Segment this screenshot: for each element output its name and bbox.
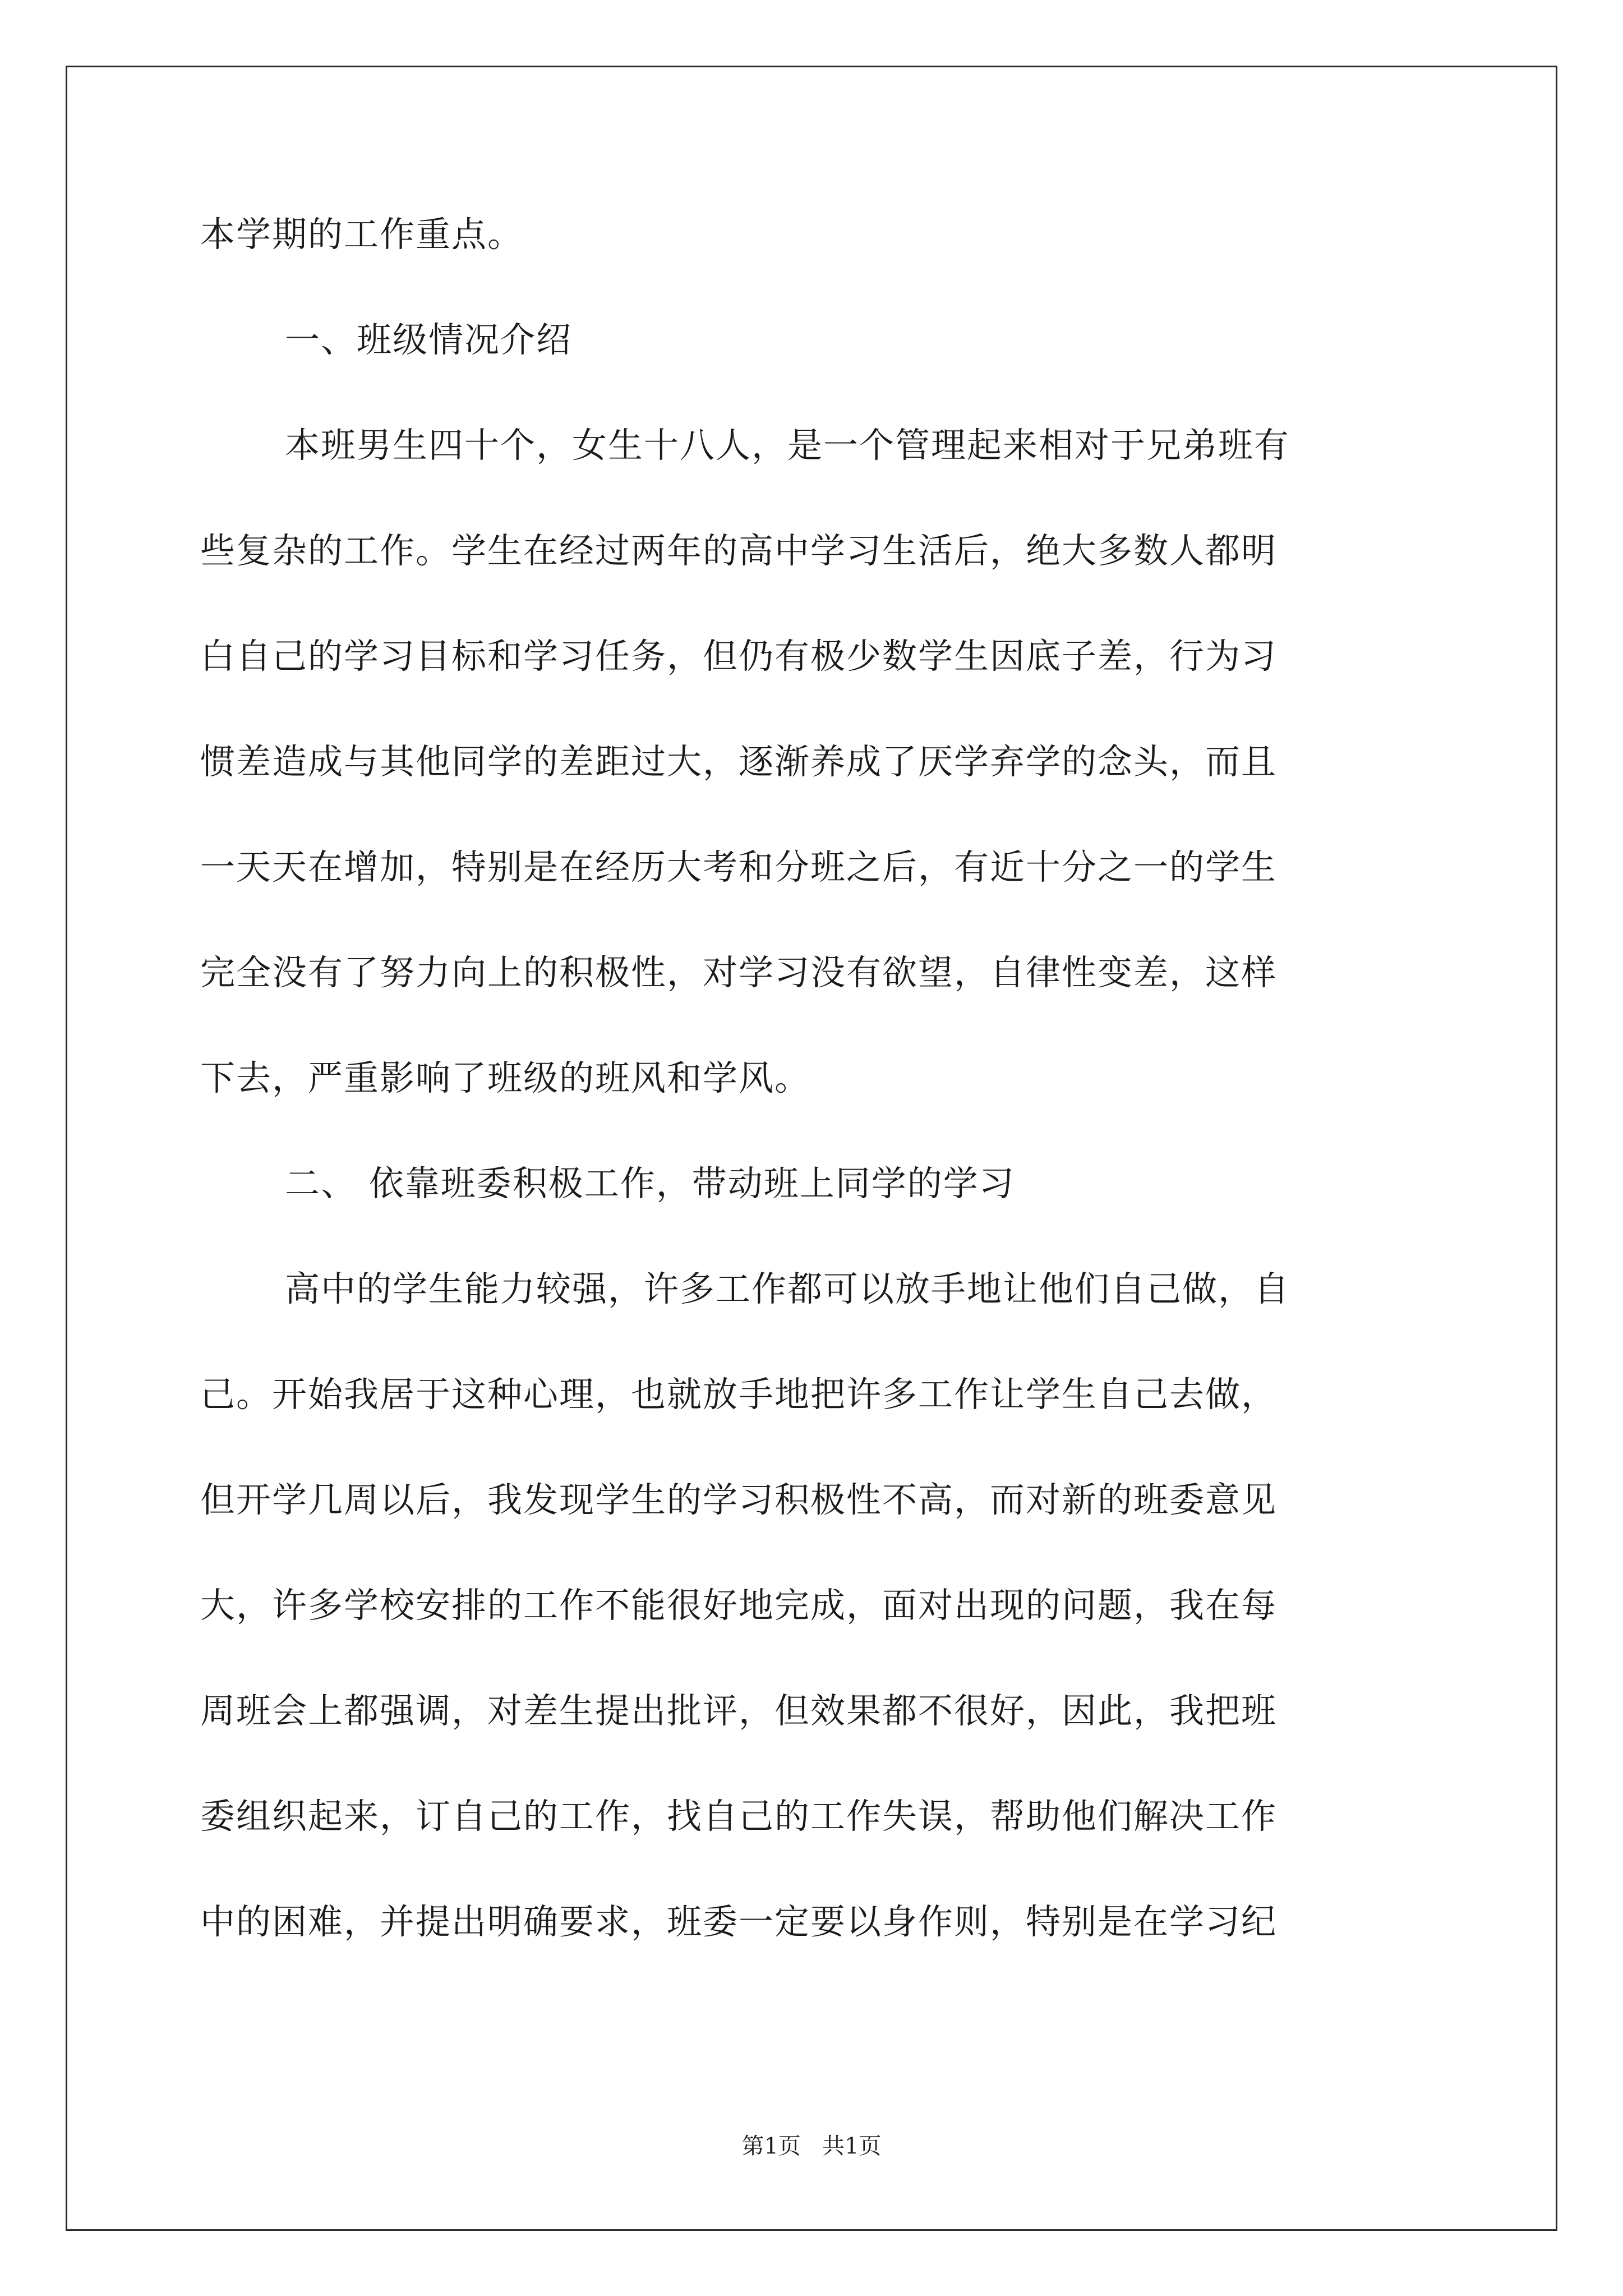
paragraph-line: 委组织起来，订自己的工作，找自己的工作失误，帮助他们解决工作	[200, 1796, 1278, 1837]
section-heading-class-overview: 一、班级情况介绍	[285, 319, 573, 360]
paragraph-line: 周班会上都强调，对差生提出批评，但效果都不很好，因此，我把班	[200, 1690, 1278, 1731]
paragraph-line: 本班男生四十个，女生十八人，是一个管理起来相对于兄弟班有	[285, 425, 1290, 466]
paragraph-line: 完全没有了努力向上的积极性，对学习没有欲望，自律性变差，这样	[200, 952, 1278, 993]
paragraph-line: 己。开始我居于这种心理，也就放手地把许多工作让学生自己去做，	[200, 1374, 1278, 1415]
paragraph-line: 但开学几周以后，我发现学生的学习积极性不高，而对新的班委意见	[200, 1479, 1278, 1520]
section-heading-class-committee: 二、 依靠班委积极工作，带动班上同学的学习	[285, 1163, 1015, 1204]
page-number-label: 第1页 共1页	[741, 2133, 882, 2159]
paragraph-line: 大，许多学校安排的工作不能很好地完成，面对出现的问题，我在每	[200, 1585, 1278, 1626]
text-line-continuation: 本学期的工作重点。	[200, 214, 524, 255]
paragraph-line: 白自己的学习目标和学习任务，但仍有极少数学生因底子差，行为习	[200, 636, 1278, 677]
paragraph-line: 一天天在增加，特别是在经历大考和分班之后，有近十分之一的学生	[200, 846, 1278, 887]
paragraph-line: 些复杂的工作。学生在经过两年的高中学习生活后，绝大多数人都明	[200, 530, 1278, 571]
paragraph-line: 下去，严重影响了班级的班风和学风。	[200, 1057, 811, 1098]
page-footer	[0, 2129, 1623, 2163]
paragraph-line: 高中的学生能力较强，许多工作都可以放手地让他们自己做，自	[285, 1268, 1290, 1309]
paragraph-line: 惯差造成与其他同学的差距过大，逐渐养成了厌学弃学的念头，而且	[200, 741, 1278, 782]
paragraph-line: 中的困难，并提出明确要求，班委一定要以身作则，特别是在学习纪	[200, 1901, 1278, 1942]
